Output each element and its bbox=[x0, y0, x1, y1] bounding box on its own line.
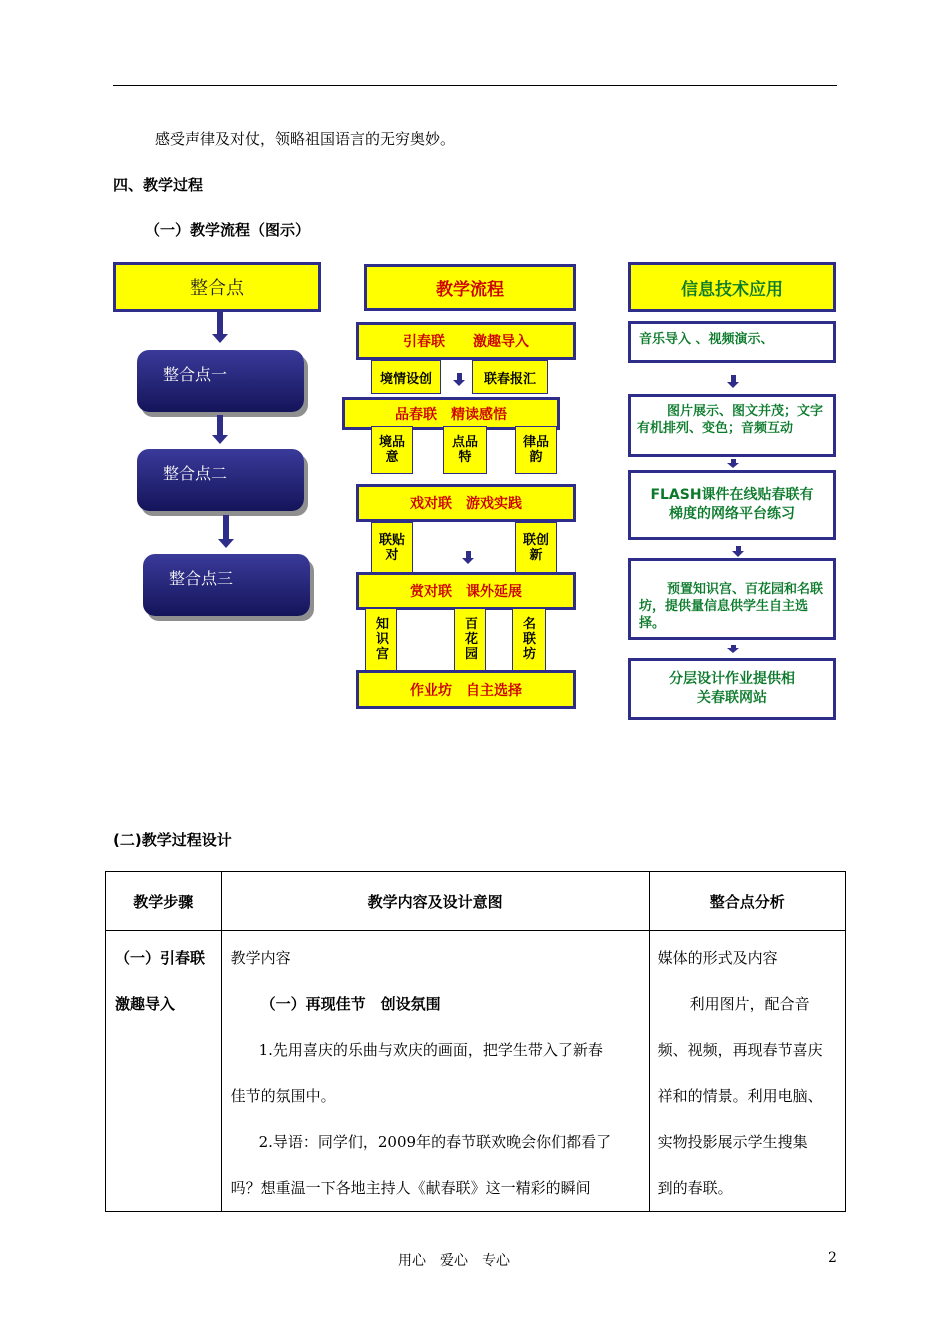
flow-sub-1b bbox=[472, 360, 548, 394]
flow-sub-2b-label: 点品特 bbox=[451, 435, 478, 465]
analysis-line-2: 频、视频，再现春节喜庆 bbox=[657, 1041, 823, 1059]
flow-sub-4b bbox=[454, 608, 486, 672]
flow-sub-2c-label: 律品韵 bbox=[522, 435, 549, 465]
arrow-head-icon bbox=[727, 463, 739, 468]
flow-sub-4b-label: 百花园 bbox=[465, 617, 479, 662]
intro-line: 感受声律及对仗，领略祖国语言的无穷奥妙。 bbox=[155, 130, 456, 148]
col1-header-label: 整合点 bbox=[190, 278, 244, 299]
footer-motto: 用心 爱心 专心 bbox=[398, 1253, 510, 1269]
flow-sub-2b bbox=[443, 426, 487, 474]
content-heading: （一）再现佳节 创设氛围 bbox=[260, 995, 441, 1013]
step-line-1: （一）引春联 bbox=[115, 949, 206, 967]
col1-header bbox=[113, 262, 321, 312]
tech-item-4 bbox=[628, 558, 836, 640]
content-p2-line2: 吗？想重温一下各地主持人《献春联》这一精彩的瞬间 bbox=[230, 1179, 591, 1197]
tech-item-3-label: FLASH课件在线贴春联有梯度的网络平台练习 bbox=[650, 487, 814, 522]
arrow-head-icon bbox=[462, 558, 474, 564]
flow-sub-4c bbox=[512, 608, 546, 672]
analysis-line-3: 祥和的情景。利用电脑、 bbox=[657, 1087, 823, 1105]
analysis-line-4: 实物投影展示学生搜集 bbox=[657, 1133, 808, 1151]
content-p1-line2: 佳节的氛围中。 bbox=[230, 1087, 336, 1105]
tech-item-4-label: 预置知识宫、百花园和名联坊，提供量信息供学生自主选择。 bbox=[639, 582, 824, 631]
arrow-head-icon bbox=[732, 551, 744, 557]
analysis-line-1: 利用图片，配合音 bbox=[689, 995, 810, 1013]
flow-sub-4a bbox=[365, 608, 397, 672]
tech-item-3 bbox=[628, 470, 836, 540]
flow-sub-4a-label: 知识宫 bbox=[376, 617, 390, 662]
integration-point-1-label: 整合点一 bbox=[163, 365, 228, 384]
flow-sub-2c bbox=[515, 426, 557, 474]
col2-header-label: 教学流程 bbox=[436, 280, 504, 300]
content-p1-line1: 1.先用喜庆的乐曲与欢庆的画面，把学生带入了新春 bbox=[258, 1041, 603, 1059]
tech-item-2 bbox=[628, 394, 836, 457]
flow-stage-2-label: 品春联 精读感悟 bbox=[395, 406, 507, 423]
flow-stage-5 bbox=[356, 670, 576, 709]
flow-sub-3a bbox=[371, 522, 413, 574]
integration-point-1 bbox=[137, 350, 304, 412]
table-row bbox=[106, 931, 846, 1212]
header-rule bbox=[113, 85, 837, 86]
tech-item-5-label: 分层设计作业提供相关春联网站 bbox=[669, 671, 795, 706]
flow-sub-1a-label: 境情设创 bbox=[379, 371, 432, 387]
content-label: 教学内容 bbox=[230, 949, 291, 967]
analysis-line-5: 到的春联。 bbox=[657, 1179, 733, 1197]
flow-sub-4c-label: 名联坊 bbox=[523, 617, 537, 662]
flow-stage-4-label: 赏对联 课外延展 bbox=[410, 584, 522, 600]
flow-stage-1-label: 引春联 激趣导入 bbox=[403, 334, 529, 350]
integration-point-2 bbox=[137, 449, 304, 511]
arrow-head-icon bbox=[727, 382, 739, 388]
section-heading: 四、教学过程 bbox=[113, 176, 204, 194]
analysis-cell bbox=[649, 931, 845, 1212]
header-content: 教学内容及设计意图 bbox=[221, 872, 649, 931]
step-line-2: 激趣导入 bbox=[115, 995, 176, 1013]
tech-item-2-label: 图片展示、图文并茂；文字有机排列、变色；音频互动 bbox=[637, 404, 824, 436]
flow-sub-2a bbox=[371, 426, 413, 474]
arrow-head-icon bbox=[727, 648, 739, 653]
flow-stage-3 bbox=[356, 484, 576, 522]
flow-sub-3b bbox=[515, 522, 557, 574]
flow-stage-3-label: 戏对联 游戏实践 bbox=[410, 496, 522, 512]
integration-point-3 bbox=[143, 554, 310, 616]
col3-header-label: 信息技术应用 bbox=[681, 279, 783, 300]
flow-sub-1a bbox=[371, 360, 441, 394]
process-design-table bbox=[105, 871, 846, 1212]
analysis-label: 媒体的形式及内容 bbox=[657, 949, 778, 967]
flow-stage-1 bbox=[356, 322, 576, 360]
integration-point-3-label: 整合点三 bbox=[169, 569, 234, 588]
table-header-row bbox=[106, 872, 846, 931]
page-number: 2 bbox=[828, 1250, 837, 1266]
flow-stage-4 bbox=[356, 572, 576, 610]
content-cell bbox=[221, 931, 649, 1212]
flow-sub-3b-label: 联创新 bbox=[522, 533, 549, 563]
integration-point-2-label: 整合点二 bbox=[163, 464, 228, 483]
col3-header bbox=[628, 262, 836, 312]
tech-item-5 bbox=[628, 658, 836, 720]
content-p2-line1: 2.导语：同学们，2009年的春节联欢晚会你们都看了 bbox=[258, 1133, 612, 1151]
flow-stage-5-label: 作业坊 自主选择 bbox=[410, 682, 522, 699]
step-cell bbox=[106, 931, 222, 1212]
arrow-head-icon bbox=[453, 380, 465, 386]
header-step: 教学步骤 bbox=[106, 872, 222, 931]
flow-sub-2a-label: 境品意 bbox=[378, 435, 405, 465]
col2-header bbox=[364, 264, 576, 311]
tech-item-1 bbox=[628, 321, 836, 363]
header-analysis: 整合点分析 bbox=[649, 872, 845, 931]
flow-sub-1b-label: 联春报汇 bbox=[483, 371, 536, 387]
subsection-heading-design: (二)教学过程设计 bbox=[113, 831, 232, 849]
tech-item-1-label: 音乐导入 、视频演示、 bbox=[639, 332, 774, 347]
flow-sub-3a-label: 联贴对 bbox=[378, 533, 405, 563]
subsection-heading-flow: （一）教学流程（图示） bbox=[145, 221, 311, 239]
